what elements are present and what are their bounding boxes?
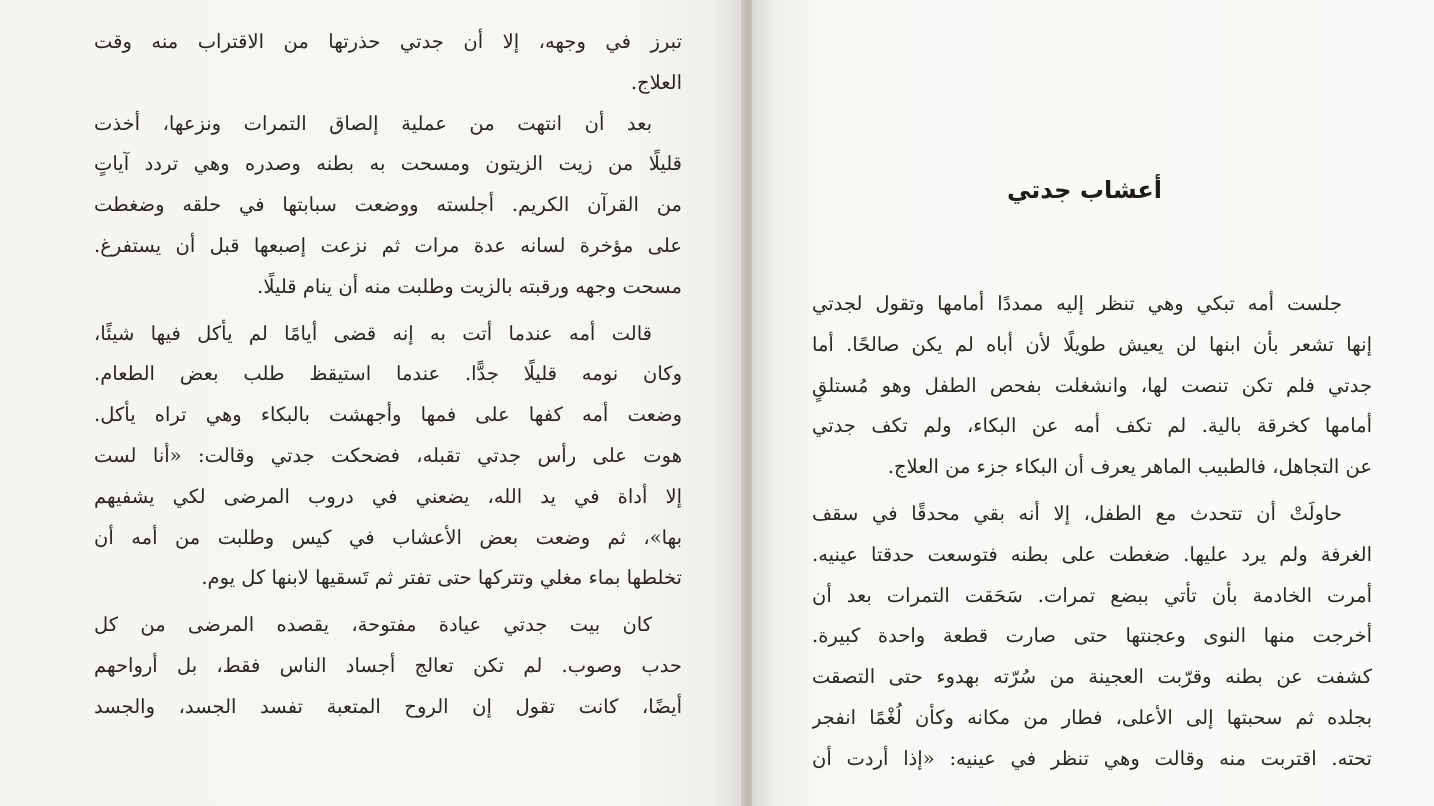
text-line: كشفت عن بطنه وقرّبت العجينة من سُرّته بهدوء حتى التصقت bbox=[812, 665, 1372, 689]
left-page-text bbox=[94, 22, 682, 728]
text-line: إلا أداة في يد الله، يضعني في دروب المرضى لكي يشفيهم bbox=[94, 484, 682, 508]
text-line: أيضًا، كانت تقول إن الروح المتعبة تفسد الجسد، والجسد bbox=[94, 694, 682, 718]
text-line: حدب وصوب. لم تكن تعالج أجساد الناس فقط، بل أرواحهم bbox=[94, 653, 682, 677]
text-line: أمرت الخادمة بأن تأتي ببضع تمرات. سَحَقت التمرات بعد أن bbox=[812, 583, 1372, 607]
text-line: أمامها كخرقة بالية. لم تكف أمه عن البكاء، ولم تكف جدتي bbox=[812, 414, 1372, 438]
text-line: جلست أمه تبكي وهي تنظر إليه ممددًا أمامها وتقول لجدتي bbox=[812, 292, 1342, 315]
text-line: وضعت أمه كفها على فمها وأجهشت بالبكاء وهي تراه يأكل. bbox=[94, 403, 682, 427]
text-line: من القرآن الكريم. أجلسته ووضعت سبابتها في حلقه وضغطت bbox=[94, 193, 682, 217]
text-line: عن التجاهل، فالطبيب الماهر يعرف أن البكاء جزء من العلاج. bbox=[887, 455, 1372, 479]
text-line: تحته. اقتربت منه وقالت وهي تنظر في عينيه: «إذا أردت أن bbox=[812, 746, 1372, 770]
text-line: تخلطها بماء مغلي وتتركها حتى تفتر ثم تَسقيها لابنها كل يوم. bbox=[201, 566, 682, 590]
text-line: قليلًا من زيت الزيتون ومسحت به بطنه وصدره وهي تردد آياتٍ bbox=[94, 152, 682, 176]
text-line: العلاج. bbox=[630, 70, 682, 94]
show-through-texture bbox=[814, 40, 1374, 260]
text-line: تبرز في وجهه، إلا أن جدتي حذرتها من الاقتراب منه وقت bbox=[94, 30, 682, 53]
text-line: الغرفة ولم يرد عليها. ضغطت على بطنه فتوسعت حدقتا عينيه. bbox=[812, 542, 1372, 566]
text-line: على مؤخرة لسانه عدة مرات ثم نزعت إصبعها قبل أن يستفرغ. bbox=[94, 233, 682, 257]
text-line: مسحت وجهه ورقبته بالزيت وطلبت منه أن ينام قليلًا. bbox=[257, 274, 682, 298]
text-line: بعد أن انتهت من عملية إلصاق التمرات ونزعها، أخذت bbox=[94, 111, 652, 135]
text-line: قالت أمه عندما أتت به إنه قضى أيامًا لم يأكل فيها شيئًا، bbox=[94, 321, 652, 345]
text-line: جدتي فلم تكن تنصت لها، وانشغلت بفحص الطفل وهو مُستلقٍ bbox=[812, 373, 1372, 397]
text-line: بها»، ثم وضعت بعض الأعشاب في كيس وطلبت من أمه أن bbox=[94, 525, 682, 549]
text-line: وكان نومه قليلًا جدًّا. عندما استيقظ طلب بعض الطعام. bbox=[94, 362, 682, 386]
chapter-title: أعشاب جدتي bbox=[1007, 176, 1162, 204]
right-page bbox=[752, 0, 1434, 806]
text-line: هوت على رأس جدتي تقبله، فضحكت جدتي وقالت: «أنا لست bbox=[94, 443, 682, 467]
text-line: كان بيت جدتي عيادة مفتوحة، يقصده المرضى من كل bbox=[94, 613, 652, 637]
text-line: حاولَتْ أن تتحدث مع الطفل، إلا أنه بقي محدقًا في سقف bbox=[812, 501, 1342, 525]
text-line: أخرجت منها النوى وعجنتها حتى صارت قطعة واحدة كبيرة. bbox=[812, 624, 1372, 648]
right-page-text bbox=[812, 284, 1372, 780]
text-line: بجلده ثم سحبتها إلى الأعلى، فطار من مكانه وكأن لُغْمًا انفجر bbox=[812, 705, 1372, 729]
text-line: إنها تشعر بأن ابنها لن يعيش طويلًا لأن أباه لم يكن صالحًا. أما bbox=[812, 332, 1372, 356]
